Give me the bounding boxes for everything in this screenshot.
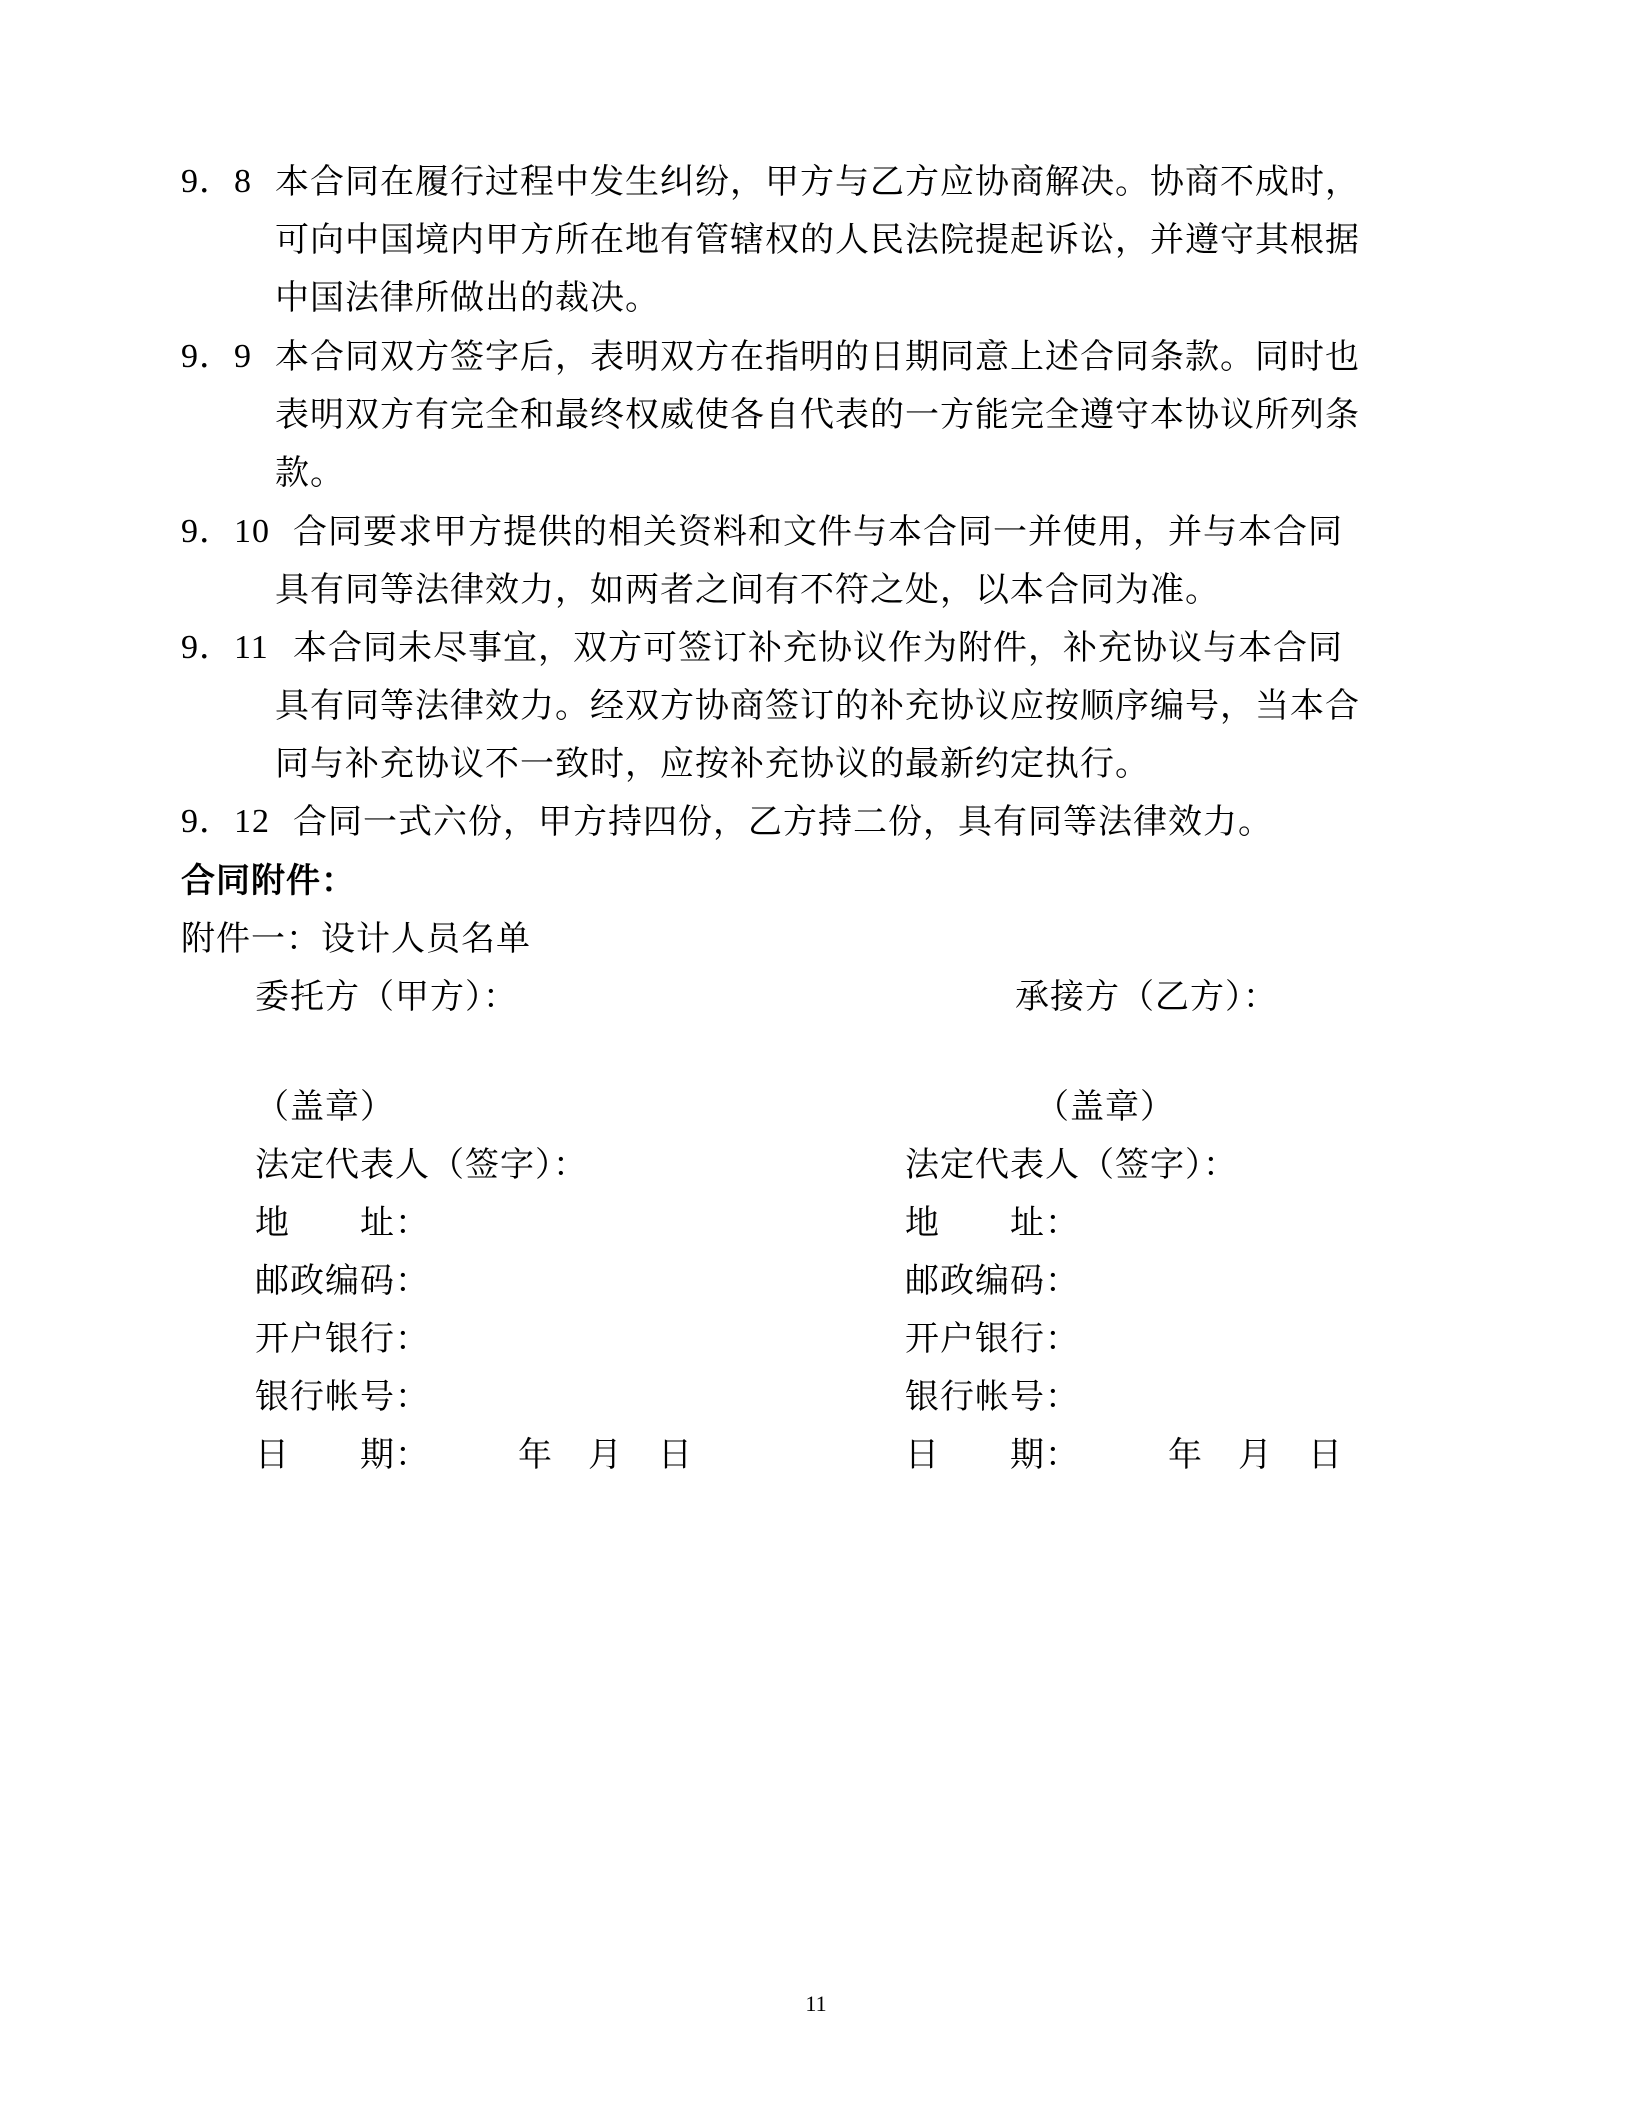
party-a-postal-code: 邮政编码： <box>255 1261 430 1301</box>
clause-text-line: 本合同双方签字后，表明双方在指明的日期同意上述合同条款。同时也 <box>275 337 1360 377</box>
clause-text-line: 具有同等法律效力。经双方协商签订的补充协议应按顺序编号，当本合 <box>275 686 1360 726</box>
clause-text-line: 同与补充协议不一致时，应按补充协议的最新约定执行。 <box>275 744 1150 784</box>
party-b-representative: 法定代表人（签字）： <box>905 1145 1238 1185</box>
attachment-item: 附件一：设计人员名单 <box>181 919 531 959</box>
party-a-address: 地 址： <box>255 1203 430 1243</box>
clause-text-line: 可向中国境内甲方所在地有管辖权的人民法院提起诉讼，并遵守其根据 <box>275 220 1360 260</box>
party-b-postal-code: 邮政编码： <box>905 1261 1080 1301</box>
clause-number: 9．10 <box>181 513 270 550</box>
attachments-heading: 合同附件： <box>181 861 356 901</box>
clause-text-line: 合同要求甲方提供的相关资料和文件与本合同一并使用，并与本合同 <box>293 512 1343 552</box>
clause-text-line: 表明双方有完全和最终权威使各自代表的一方能完全遵守本协议所列条 <box>275 395 1360 435</box>
party-a-account: 银行帐号： <box>255 1377 430 1417</box>
clause-text-line: 中国法律所做出的裁决。 <box>275 278 660 318</box>
party-a-title: 委托方（甲方）： <box>255 977 518 1017</box>
party-b-title: 承接方（乙方）： <box>1015 977 1278 1017</box>
party-a-representative: 法定代表人（签字）： <box>255 1145 588 1185</box>
clause-text-line: 具有同等法律效力，如两者之间有不符之处，以本合同为准。 <box>275 570 1220 610</box>
page-number: 11 <box>805 1991 827 2016</box>
clause-text-line: 合同一式六份，甲方持四份，乙方持二份，具有同等法律效力。 <box>293 802 1273 842</box>
clause-number: 9．9 <box>181 338 252 375</box>
party-a-date: 日 期： 年 月 日 <box>255 1435 693 1475</box>
party-b-seal: （盖章） <box>1035 1087 1175 1127</box>
party-b-bank: 开户银行： <box>905 1319 1080 1359</box>
clause-number: 9．12 <box>181 803 270 840</box>
clause-text-line: 款。 <box>275 453 345 493</box>
party-b-date: 日 期： 年 月 日 <box>905 1435 1343 1475</box>
clause-text-line: 本合同未尽事宜，双方可签订补充协议作为附件，补充协议与本合同 <box>293 628 1343 668</box>
party-a-seal: （盖章） <box>255 1087 395 1127</box>
clause-number: 9．8 <box>181 163 252 200</box>
party-b-account: 银行帐号： <box>905 1377 1080 1417</box>
clause-number: 9．11 <box>181 629 269 666</box>
party-b-address: 地 址： <box>905 1203 1080 1243</box>
party-a-bank: 开户银行： <box>255 1319 430 1359</box>
clause-text-line: 本合同在履行过程中发生纠纷，甲方与乙方应协商解决。协商不成时， <box>275 162 1360 202</box>
